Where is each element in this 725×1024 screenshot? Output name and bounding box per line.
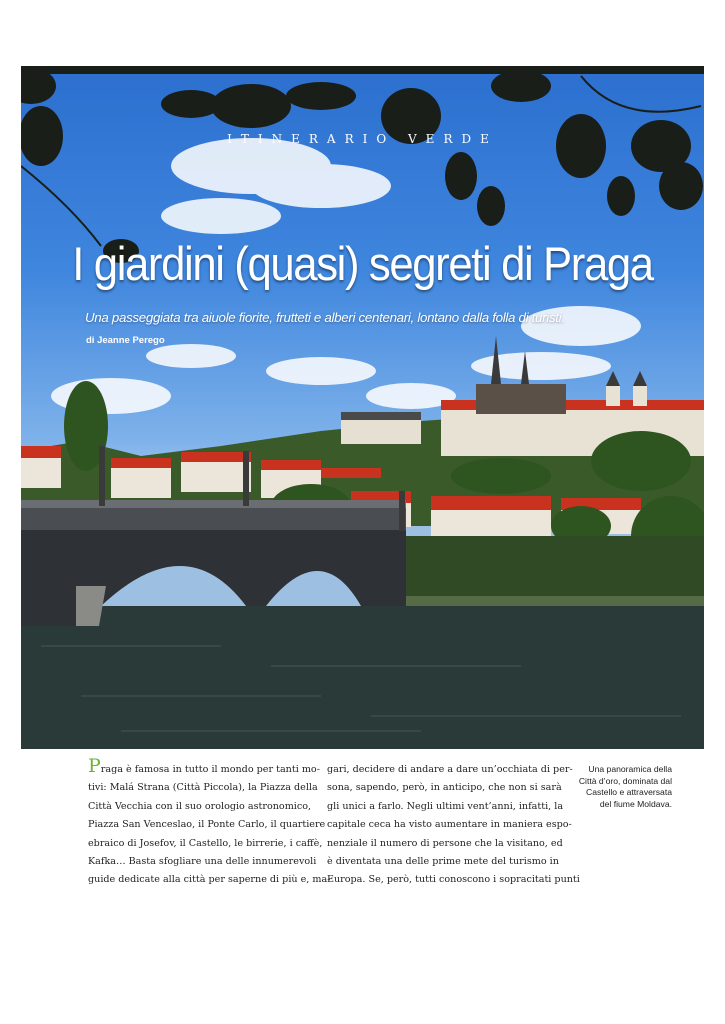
article-title: I giardini (quasi) segreti di Praga	[72, 237, 653, 290]
body-line: Praga è famosa in tutto il mondo per tanti mo-	[88, 755, 320, 777]
body-column-2	[327, 761, 580, 890]
article-subtitle: Una passeggiata tra aiuole fiorite, frutteti e alberi centenari, lontano dalla folla di turisti.	[85, 310, 565, 325]
body-line: sona, sapendo, però, in anticipo, che non si sarà	[327, 782, 562, 794]
body-line: Piazza San Venceslao, il Ponte Carlo, il quartiere	[88, 819, 326, 831]
caption-line: Città d’oro, dominata dal	[578, 775, 672, 786]
caption-line: Una panoramica della	[588, 764, 672, 774]
section-kicker: ITINERARIO VERDE	[227, 132, 498, 146]
body-line: tivi: Malá Strana (Città Piccola), la Piazza della	[88, 782, 318, 794]
body-line: Kafka… Basta sfogliare una delle innumerevoli	[88, 856, 317, 868]
prague-panorama-illustration	[21, 66, 704, 749]
caption-line: del fiume Moldava.	[599, 798, 672, 809]
body-line: capitale ceca ha visto aumentare in maniera espo-	[327, 819, 572, 831]
body-line: ebraico di Josefov, il Castello, le birrerie, i caffè,	[88, 837, 323, 849]
body-line: gari, decidere di andare a dare un’occhiata di per-	[327, 764, 573, 775]
body-line: Città Vecchia con il suo orologio astronomico,	[88, 800, 312, 812]
body-line: nenziale il numero di persone che la visitano, ed	[327, 837, 563, 849]
body-line: guide dedicate alla città per saperne di più e, ma-	[88, 874, 331, 886]
drop-cap: P	[88, 755, 101, 777]
body-line: Europa. Se, però, tutti conoscono i sopracitati punti	[327, 874, 580, 886]
body-line: gli unici a farlo. Negli ultimi vent’anni, infatti, la	[327, 800, 564, 812]
hero-photo	[21, 66, 704, 749]
body-column-1	[88, 755, 331, 890]
caption-line: Castello e attraversata	[586, 787, 672, 797]
article-byline: di Jeanne Perego	[86, 335, 165, 346]
body-line: è diventata una delle prime mete del turismo in	[327, 856, 559, 868]
photo-caption	[552, 764, 672, 810]
